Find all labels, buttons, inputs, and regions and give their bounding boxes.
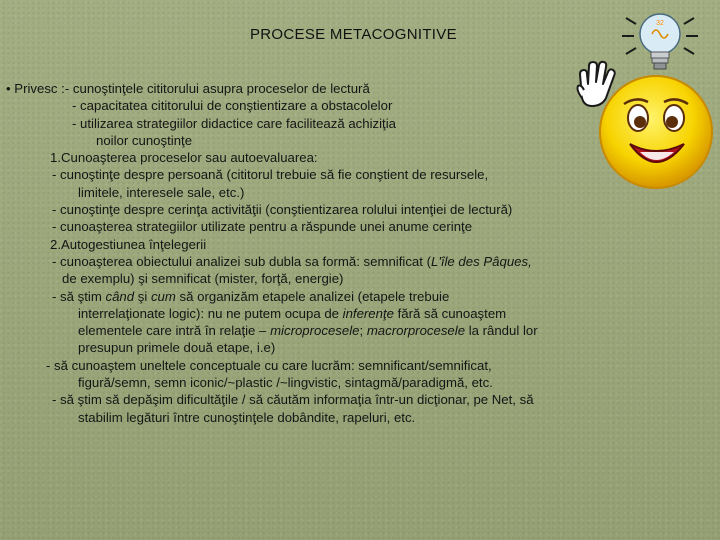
text-line (6, 149, 646, 166)
text-line (6, 253, 646, 270)
italic-text-segment: când (105, 288, 135, 304)
text-line (6, 97, 646, 114)
slide-title: PROCESE METACOGNITIVE (250, 26, 457, 43)
text-segment: - utilizarea strategiilor didactice care facilitează achiziţia (72, 115, 396, 131)
text-line (6, 357, 646, 374)
text-line (6, 132, 646, 149)
italic-text-segment: macrorprocesele (366, 323, 466, 339)
text-segment: interrelaţionate logic): nu ne putem ocupa de (78, 305, 343, 321)
text-segment: - cunoaşterea obiectului analizei sub dubla sa formă: semnificat ( (52, 253, 431, 269)
text-segment: să organizăm etapele analizei (etapele trebuie (175, 288, 450, 304)
text-line (6, 270, 646, 287)
text-line (6, 409, 646, 426)
text-line (6, 322, 646, 339)
text-segment: elementele care intră în relaţie – (78, 323, 271, 339)
text-line (6, 115, 646, 132)
text-line (6, 288, 646, 305)
text-segment: presupun primele două etape, i.e) (78, 340, 276, 356)
text-segment: - cunoaşterea strategiilor utilizate pentru a răspunde unei anume cerinţe (52, 219, 473, 235)
raised-hand-icon (572, 60, 624, 110)
bulb-label: 32 (656, 20, 664, 27)
text-segment: - să cunoaştem uneltele conceptuale cu care lucrăm: semnificant/semnificat, (46, 357, 492, 373)
text-segment: limitele, interesele sale, etc.) (78, 184, 245, 200)
italic-text-segment: microprocesele (270, 323, 360, 339)
text-line (6, 236, 646, 253)
text-segment: - cunoştinţe despre cerinţa activităţii (conştientizarea rolului intenţiei de lectură) (52, 202, 513, 218)
text-segment: - să ştim (52, 288, 106, 304)
text-line (6, 184, 646, 201)
text-segment: ; (359, 323, 367, 339)
text-segment: figură/semn, semn iconic/~plastic /~lingvistic, sintagmă/paradigmă, etc. (78, 375, 493, 391)
text-segment: stabilim legături între cunoştinţele dobândite, rapeluri, etc. (78, 409, 416, 425)
text-segment: la rândul lor (465, 323, 538, 339)
text-segment: 2.Autogestiunea înţelegerii (50, 236, 207, 252)
italic-text-segment: inferenţe (342, 305, 394, 321)
text-line (6, 80, 646, 97)
text-segment: de exemplu) şi semnificat (mister, forţă, energie) (62, 271, 344, 287)
text-line (6, 218, 646, 235)
text-line (6, 374, 646, 391)
text-line (6, 201, 646, 218)
text-segment: - capacitatea cititorului de conştientizare a obstacolelor (72, 98, 393, 114)
text-segment: 1.Cunoaşterea proceselor sau autoevaluarea: (50, 150, 318, 166)
text-segment: şi (134, 288, 151, 304)
italic-text-segment: cum (150, 288, 176, 304)
italic-text-segment: L'île des Pâques, (430, 253, 532, 269)
text-line (6, 339, 646, 356)
text-line (6, 305, 646, 322)
text-line (6, 391, 646, 408)
text-segment: - cunoştinţe despre persoană (cititorul trebuie să fie conştient de resursele, (52, 167, 489, 183)
slide-body-text (6, 80, 646, 426)
text-segment: fără să cunoaştem (393, 305, 507, 321)
text-segment: - să ştim să depăşim dificultăţile / să căutăm informaţia într-un dicţionar, pe Net, să (52, 392, 534, 408)
text-line (6, 166, 646, 183)
text-segment: • Privesc :- cunoştinţele cititorului asupra proceselor de lectură (6, 81, 370, 96)
text-segment: noilor cunoştinţe (96, 132, 193, 148)
